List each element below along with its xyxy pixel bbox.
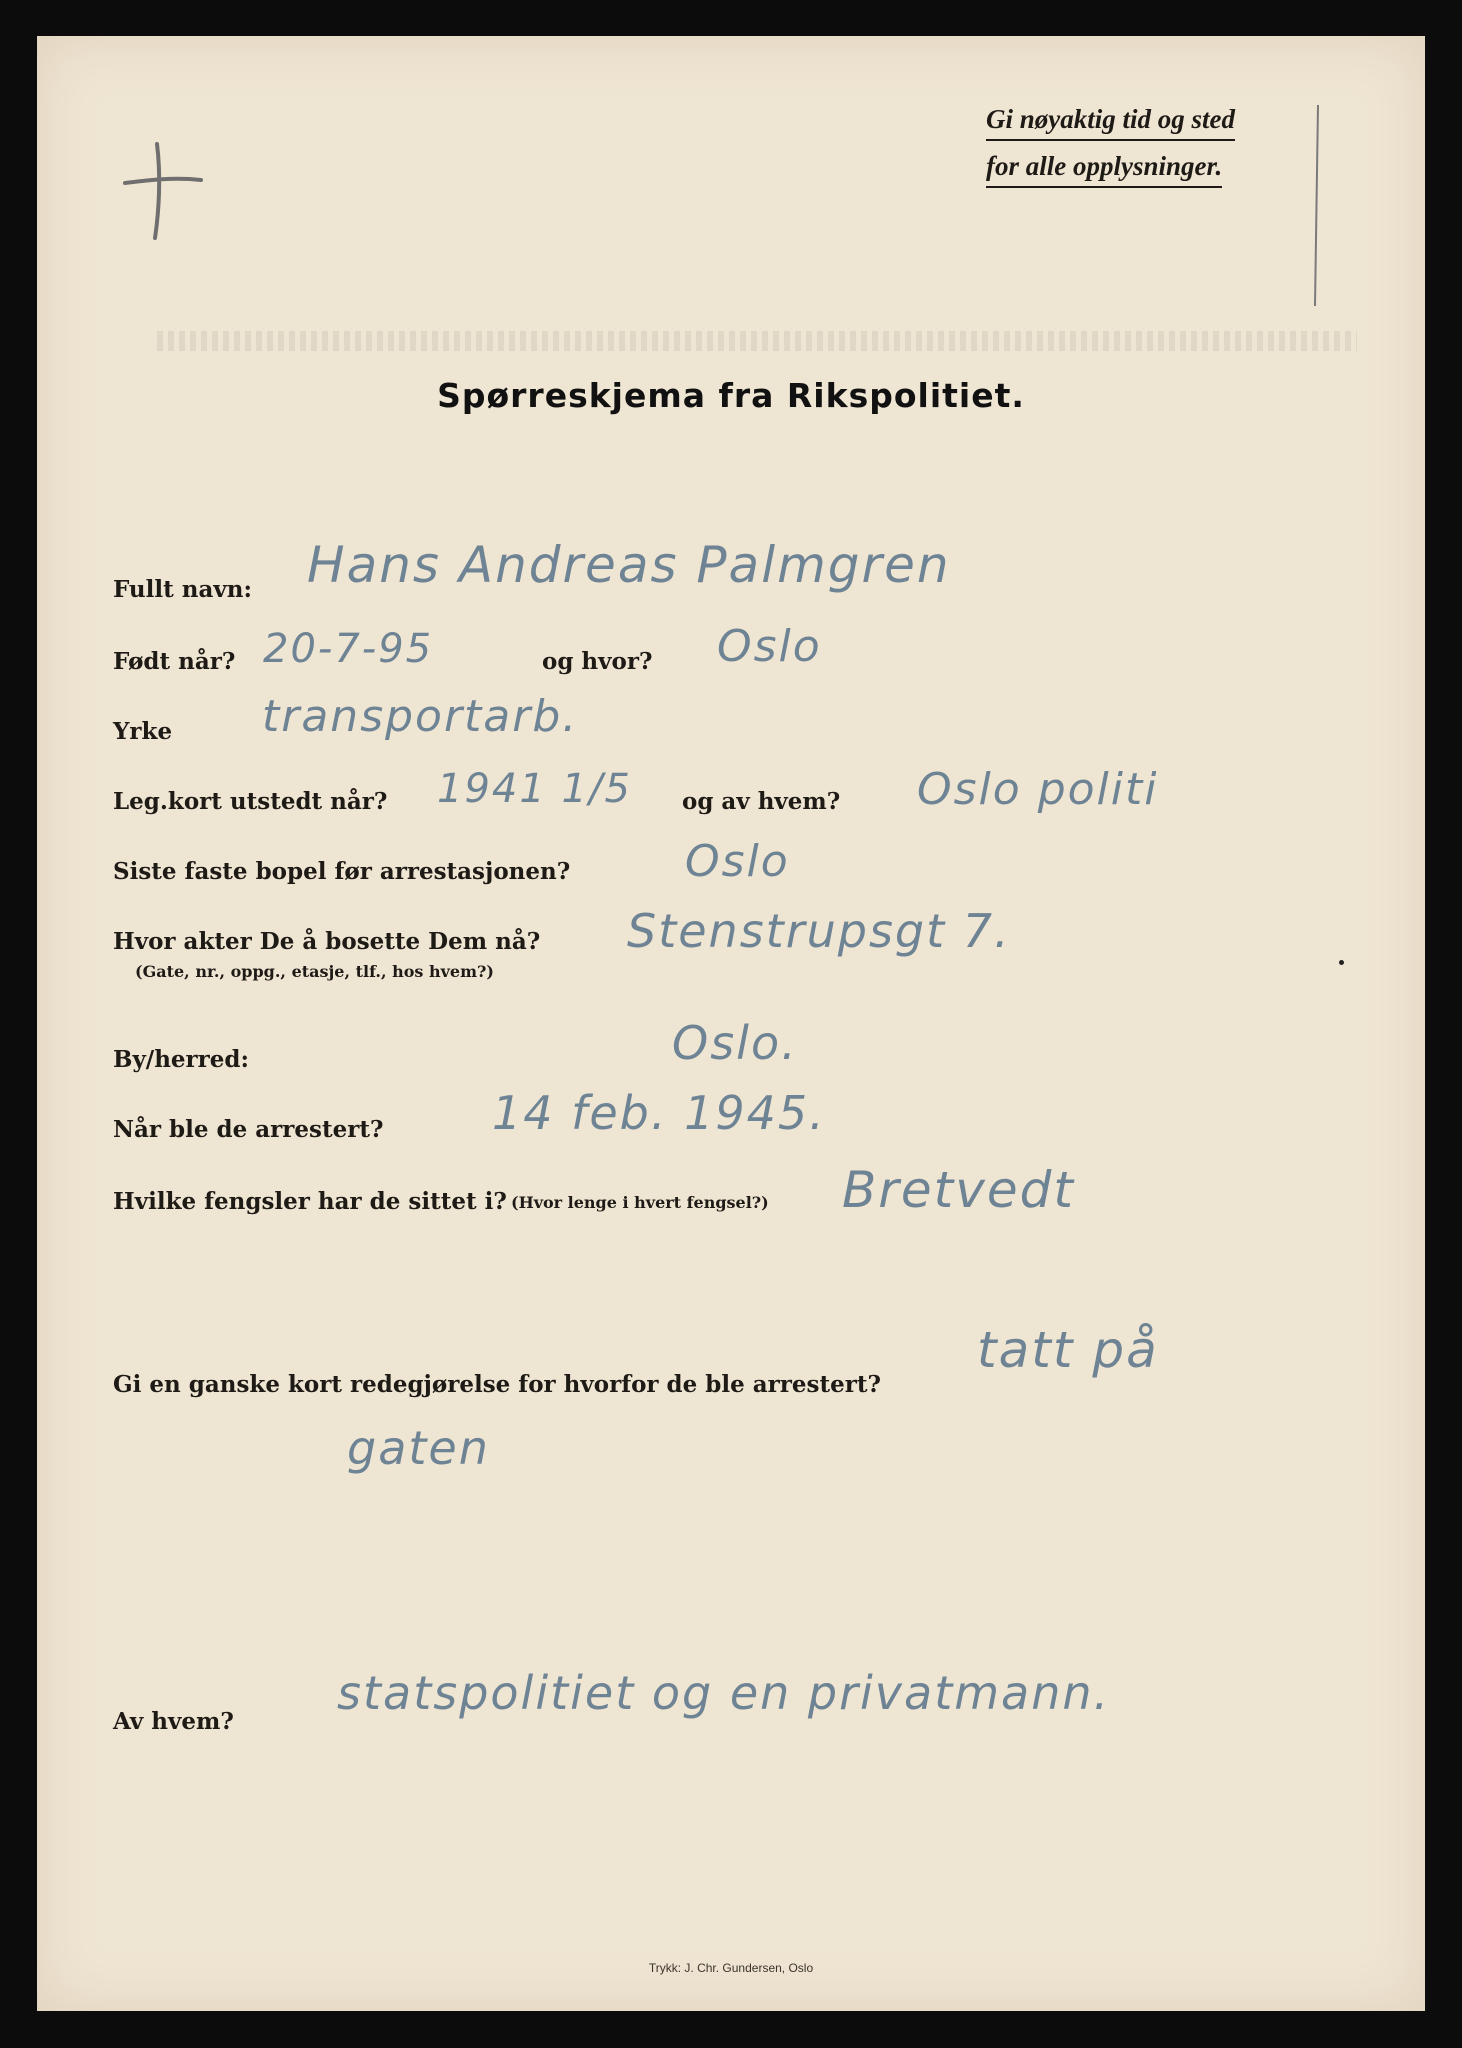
municipality-label: By/herred: [113, 1046, 250, 1073]
arrested-when-value: 14 feb. 1945. [492, 1086, 826, 1140]
full-name-value: Hans Andreas Palmgren [307, 536, 951, 594]
by-whom-value: statspolitiet og en privatmann. [337, 1666, 1111, 1720]
born-where-label: og hvor? [542, 648, 653, 675]
prisons-value: Bretvedt [842, 1161, 1075, 1219]
notice-line-2: for alle opplysninger. [986, 145, 1222, 188]
printer-imprint: Trykk: J. Chr. Gundersen, Oslo [648, 1961, 814, 1975]
settle-where-value: Stenstrupsgt 7. [627, 904, 1011, 958]
occupation-label: Yrke [113, 718, 173, 745]
form-page [37, 36, 1425, 2011]
form-title: Spørreskjema fra Rikspolitiet. [437, 376, 1025, 415]
arrested-when-label: Når ble de arrestert? [113, 1116, 384, 1143]
settle-where-label: Hvor akter De å bosette Dem nå? [113, 928, 541, 955]
bleed-through-text [157, 331, 1357, 351]
settle-where-sublabel: (Gate, nr., oppg., etasje, tlf., hos hvem?) [135, 962, 494, 981]
reason-value-line-2: gaten [347, 1421, 490, 1475]
occupation-value: transportarb. [262, 691, 579, 742]
reason-label: Gi en ganske kort redegjørelse for hvorfor de ble arrestert? [113, 1371, 881, 1398]
born-when-label: Født når? [113, 648, 236, 675]
id-issued-by-value: Oslo politi [917, 764, 1159, 815]
ink-dot [1339, 960, 1344, 965]
prisons-sublabel: (Hvor lenge i hvert fengsel?) [511, 1193, 769, 1212]
born-when-value: 20-7-95 [263, 626, 434, 672]
born-where-value: Oslo [717, 621, 822, 672]
id-issued-when-value: 1941 1/5 [437, 766, 632, 812]
last-residence-label: Siste faste bopel før arrestasjonen? [113, 858, 571, 885]
prisons-label: Hvilke fengsler har de sittet i? [113, 1188, 507, 1215]
by-whom-label: Av hvem? [113, 1708, 234, 1735]
pencil-stroke-icon [1300, 101, 1330, 316]
reason-value-line-1: tatt på [977, 1321, 1159, 1379]
last-residence-value: Oslo [685, 836, 790, 887]
cross-mark-icon [119, 136, 209, 246]
id-issued-by-label: og av hvem? [682, 788, 841, 815]
municipality-value: Oslo. [672, 1016, 798, 1070]
full-name-label: Fullt navn: [113, 576, 252, 603]
id-issued-when-label: Leg.kort utstedt når? [113, 788, 388, 815]
notice-line-1: Gi nøyaktig tid og sted [986, 98, 1235, 141]
